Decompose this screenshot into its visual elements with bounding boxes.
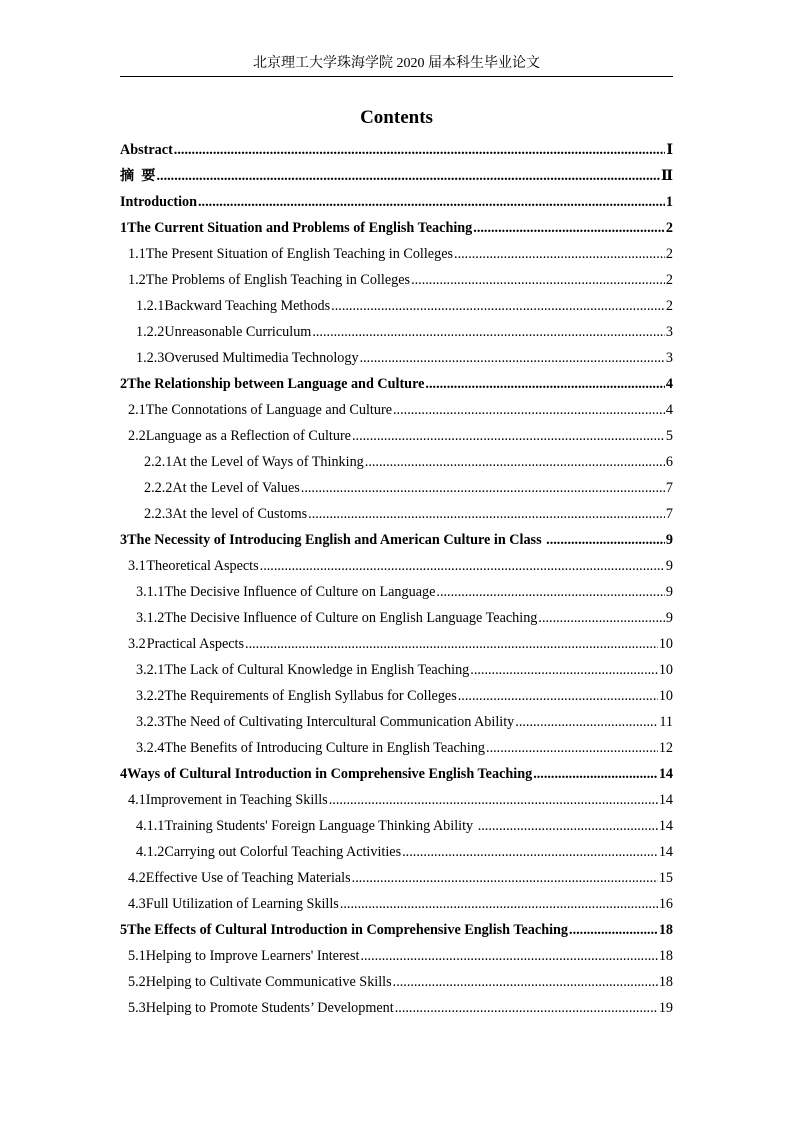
toc-entry-number: 1.2.2 <box>136 324 165 340</box>
toc-entry-number: 3.1.2 <box>136 610 165 626</box>
toc-page-number: 14 <box>658 766 673 782</box>
toc-entry-title: 摘 要 <box>120 168 156 184</box>
toc-entry[interactable] <box>0 633 793 655</box>
toc-entry[interactable] <box>0 477 793 499</box>
toc-entry[interactable] <box>0 737 793 759</box>
toc-page-number: 10 <box>658 636 673 652</box>
toc-entry-title: Language as a Reflection of Culture <box>145 428 351 444</box>
dot-leader <box>473 217 665 239</box>
toc-entry[interactable] <box>0 659 793 681</box>
toc-page-number: Ⅰ <box>666 142 673 158</box>
dot-leader <box>478 815 658 837</box>
toc-entry-title: The Connotations of Language and Culture <box>145 402 392 418</box>
toc-entry-number: 1.2.3 <box>136 350 165 366</box>
dot-leader <box>395 997 658 1019</box>
dot-leader <box>436 581 665 603</box>
toc-entry-title: The Present Situation of English Teaching in Colleges <box>145 246 454 262</box>
dot-leader <box>360 347 665 369</box>
toc-entry-number: 5.1 <box>128 948 146 964</box>
toc-entry[interactable] <box>0 841 793 863</box>
toc-entry-title: Improvement in Teaching Skills <box>145 792 328 808</box>
toc-entry-title: Carrying out Colorful Teaching Activities <box>164 844 402 860</box>
toc-page-number: 16 <box>658 896 673 912</box>
toc-entry-title: Training Students' Foreign Language Thinking Ability <box>164 818 477 834</box>
toc-entry-number: 3.2.2 <box>136 688 165 704</box>
dot-leader <box>340 893 658 915</box>
toc-entry[interactable] <box>0 243 793 265</box>
running-header: 北京理工大学珠海学院 2020 届本科生毕业论文 <box>253 56 540 71</box>
toc-entry-number: 2.2.2 <box>144 480 173 496</box>
toc-page-number: 2 <box>665 220 673 236</box>
toc-entry[interactable] <box>0 295 793 317</box>
toc-entry-title: Helping to Promote Students’ Development <box>145 1000 394 1016</box>
toc-page-number: 3 <box>665 324 673 340</box>
dot-leader <box>331 295 665 317</box>
toc-page-number: 14 <box>658 818 673 834</box>
toc-entry-number: 3.2.4 <box>136 740 165 756</box>
toc-entry-number: 5 <box>120 922 128 938</box>
toc-entry-number: 4.1.1 <box>136 818 165 834</box>
toc-page-number: 15 <box>658 870 673 886</box>
toc-entry-title: The Need of Cultivating Intercultural Communication Ability <box>164 714 515 730</box>
dot-leader <box>365 451 665 473</box>
toc-entry[interactable] <box>0 997 793 1019</box>
toc-entry[interactable] <box>0 373 793 395</box>
toc-page-number: 6 <box>665 454 673 470</box>
toc-entry[interactable] <box>0 165 793 187</box>
toc-page-number: 3 <box>665 350 673 366</box>
toc-entry-number: 1.2 <box>128 272 146 288</box>
toc-page-number: 18 <box>658 948 673 964</box>
toc-page-number: 1 <box>665 194 673 210</box>
dot-leader <box>569 919 658 941</box>
dot-leader <box>352 867 658 889</box>
dot-leader <box>538 607 665 629</box>
toc-entry-title: The Decisive Influence of Culture on Language <box>164 584 436 600</box>
toc-page-number: 10 <box>658 688 673 704</box>
dot-leader <box>301 477 665 499</box>
toc-entry[interactable] <box>0 139 793 161</box>
toc-page-number: 4 <box>665 376 673 392</box>
toc-page-number: 9 <box>665 532 673 548</box>
toc-entry[interactable] <box>0 945 793 967</box>
dot-leader <box>470 659 658 681</box>
toc-page-number: Ⅱ <box>661 168 673 184</box>
dot-leader <box>312 321 665 343</box>
toc-entry-number: 2 <box>120 376 128 392</box>
toc-entry[interactable] <box>0 321 793 343</box>
toc-entry-title: Introduction <box>120 194 197 210</box>
toc-entry[interactable] <box>0 867 793 889</box>
toc-page-number: 7 <box>665 480 673 496</box>
toc-page-number: 5 <box>665 428 673 444</box>
toc-entry-title: The Lack of Cultural Knowledge in English Teaching <box>164 662 470 678</box>
toc-entry-title: Helping to Cultivate Communicative Skills <box>145 974 392 990</box>
toc-page-number: 4 <box>665 402 673 418</box>
toc-page-number: 10 <box>658 662 673 678</box>
dot-leader <box>533 763 658 785</box>
toc-entry-number: 1.2.1 <box>136 298 165 314</box>
dot-leader <box>486 737 658 759</box>
toc-entry-title: At the Level of Values <box>172 480 300 496</box>
toc-entry[interactable] <box>0 217 793 239</box>
dot-leader <box>329 789 658 811</box>
toc-page-number: 19 <box>658 1000 673 1016</box>
toc-entry-title: The Problems of English Teaching in Colleges <box>145 272 411 288</box>
dot-leader <box>245 633 658 655</box>
dot-leader <box>411 269 665 291</box>
toc-page-number: 14 <box>658 792 673 808</box>
dot-leader <box>546 529 665 551</box>
toc-page-number: 2 <box>665 272 673 288</box>
toc-entry-title: At the Level of Ways of Thinking <box>172 454 364 470</box>
toc-entry[interactable] <box>0 711 793 733</box>
toc-entry-number: 5.2 <box>128 974 146 990</box>
toc-entry-title: Abstract <box>120 142 173 158</box>
toc-page-number: 7 <box>665 506 673 522</box>
toc-entry-number: 4.1.2 <box>136 844 165 860</box>
page-title: Contents <box>360 107 433 128</box>
toc-entry-title: Backward Teaching Methods <box>164 298 331 314</box>
toc-entry[interactable] <box>0 763 793 785</box>
dot-leader <box>260 555 665 577</box>
toc-entry-title: Helping to Improve Learners' Interest <box>145 948 360 964</box>
toc-entry[interactable] <box>0 347 793 369</box>
toc-entry[interactable] <box>0 815 793 837</box>
toc-entry-number: 4.2 <box>128 870 146 886</box>
toc-entry[interactable] <box>0 581 793 603</box>
dot-leader <box>454 243 665 265</box>
toc-entry-number: 2.2 <box>128 428 146 444</box>
toc-entry[interactable] <box>0 555 793 577</box>
toc-entry[interactable] <box>0 529 793 551</box>
toc-page-number: 9 <box>665 584 673 600</box>
toc-entry-title: Overused Multimedia Technology <box>164 350 359 366</box>
toc-entry-number: 1.1 <box>128 246 146 262</box>
dot-leader <box>174 139 666 161</box>
dot-leader <box>425 373 664 395</box>
toc-entry-title: The Current Situation and Problems of English Teaching <box>127 220 473 236</box>
toc-entry-number: 4 <box>120 766 128 782</box>
toc-entry-number: 2.1 <box>128 402 146 418</box>
toc-entry-number: 3 <box>120 532 128 548</box>
toc-entry[interactable] <box>0 607 793 629</box>
toc-entry-number: 4.3 <box>128 896 146 912</box>
dot-leader <box>308 503 665 525</box>
header-divider <box>120 76 673 77</box>
toc-entry[interactable] <box>0 971 793 993</box>
toc-entry[interactable] <box>0 919 793 941</box>
toc-entry[interactable] <box>0 425 793 447</box>
toc-entry[interactable] <box>0 685 793 707</box>
toc-entry-title: Practical Aspects <box>146 636 245 652</box>
toc-entry[interactable] <box>0 503 793 525</box>
toc-entry-title: The Benefits of Introducing Culture in English Teaching <box>164 740 486 756</box>
toc-entry-number: 3.2 <box>128 636 146 652</box>
toc-entry-title: The Relationship between Language and Culture <box>127 376 425 392</box>
dot-leader <box>198 191 665 213</box>
toc-page-number: 2 <box>665 298 673 314</box>
toc-entry-title: The Decisive Influence of Culture on English Language Teaching <box>164 610 538 626</box>
toc-page-number: 14 <box>658 844 673 860</box>
dot-leader <box>402 841 658 863</box>
toc-entry-title: Theoretical Aspects <box>146 558 259 574</box>
toc-entry-number: 5.3 <box>128 1000 146 1016</box>
toc-entry-title: The Effects of Cultural Introduction in Comprehensive English Teaching <box>127 922 569 938</box>
dot-leader <box>515 711 658 733</box>
toc-entry-title: Full Utilization of Learning Skills <box>145 896 339 912</box>
toc-entry-title: Effective Use of Teaching Materials <box>145 870 351 886</box>
dot-leader <box>393 971 658 993</box>
dot-leader <box>352 425 665 447</box>
dot-leader <box>458 685 658 707</box>
toc-page-number: 2 <box>665 246 673 262</box>
toc-entry-title: At the level of Customs <box>172 506 308 522</box>
dot-leader <box>360 945 657 967</box>
toc-entry-title: The Requirements of English Syllabus for Colleges <box>164 688 457 704</box>
toc-page-number: 9 <box>665 610 673 626</box>
toc-entry-number: 1 <box>120 220 128 236</box>
toc-entry[interactable] <box>0 191 793 213</box>
toc-entry[interactable] <box>0 399 793 421</box>
toc-page-number: 11 <box>659 714 673 730</box>
toc-entry-number: 3.2.3 <box>136 714 165 730</box>
toc-page-number: 12 <box>658 740 673 756</box>
toc-entry-number: 3.1 <box>128 558 146 574</box>
toc-entry[interactable] <box>0 789 793 811</box>
toc-entry-number: 3.1.1 <box>136 584 165 600</box>
toc-entry-number: 4.1 <box>128 792 146 808</box>
toc-entry[interactable] <box>0 451 793 473</box>
toc-entry-number: 2.2.1 <box>144 454 173 470</box>
toc-page-number: 9 <box>665 558 673 574</box>
toc-entry[interactable] <box>0 893 793 915</box>
toc-entry-title: The Necessity of Introducing English and American Culture in Class <box>127 532 546 548</box>
toc-page-number: 18 <box>658 974 673 990</box>
toc-entry-number: 2.2.3 <box>144 506 173 522</box>
toc-entry-number: 3.2.1 <box>136 662 165 678</box>
toc-entry-title: Ways of Cultural Introduction in Comprehensive English Teaching <box>127 766 533 782</box>
dot-leader <box>393 399 665 421</box>
dot-leader <box>156 165 660 187</box>
toc-page-number: 18 <box>658 922 673 938</box>
toc-entry[interactable] <box>0 269 793 291</box>
toc-entry-title: Unreasonable Curriculum <box>164 324 312 340</box>
